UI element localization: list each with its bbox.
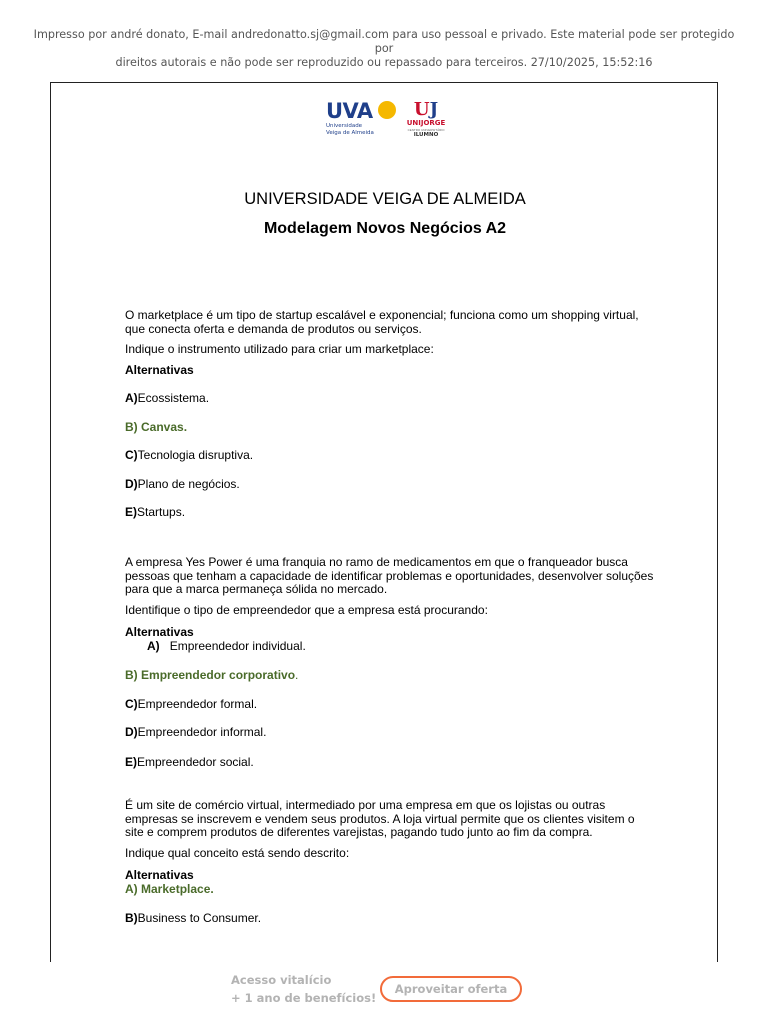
offer-text xyxy=(231,971,376,1007)
alternatives-label: Alternativas xyxy=(125,868,194,882)
alternatives-label: Alternativas xyxy=(125,625,194,639)
unijorge-logo-sub: CENTRO UNIVERSITÁRIO xyxy=(407,128,445,132)
uva-logo-dot-icon xyxy=(378,101,396,119)
option-text: Tecnologia disruptiva. xyxy=(137,448,254,462)
option-e xyxy=(125,756,655,770)
option-text: Empreendedor informal. xyxy=(137,725,267,739)
question-prompt: Indique qual conceito está sendo descrito: xyxy=(125,845,350,860)
uva-logo-sub-line-1: Universidade xyxy=(326,123,363,129)
option-text: Empreendedor social. xyxy=(137,754,254,769)
option-letter: D) xyxy=(125,476,138,491)
institution-logos xyxy=(326,99,446,143)
option-text: Empreendedor formal. xyxy=(137,696,258,711)
question-prompt: Indique o instrumento utilizado para criar um marketplace: xyxy=(125,342,434,356)
claim-offer-button[interactable]: Aproveitar oferta xyxy=(380,976,522,1002)
uva-logo xyxy=(326,99,374,137)
question-prompt: Identifique o tipo de empreendedor que a empresa está procurando: xyxy=(125,602,488,617)
option-letter: D) xyxy=(125,725,138,739)
unijorge-logo-name: UNIJORGE xyxy=(406,119,446,127)
option-letter: A) xyxy=(125,881,138,896)
option-letter: E) xyxy=(125,505,137,519)
offer-banner xyxy=(0,962,768,1024)
question-1 xyxy=(125,309,655,520)
option-text: Empreendedor individual. xyxy=(169,638,306,653)
option-text: Empreendedor corporativo xyxy=(141,668,296,682)
option-suffix: . xyxy=(295,668,299,682)
option-letter: B) xyxy=(125,668,138,682)
option-text: Business to Consumer. xyxy=(137,911,262,925)
question-stem: É um site de comércio virtual, intermediado por uma empresa em que os lojistas ou outras empresas se inscrevem e vendem seus produtos. A loja virtual permite que os clientes visitem o site e comprem produtos de diferentes varejistas, pagando tudo junto ao fim da compra. xyxy=(125,798,635,839)
option-e xyxy=(125,506,655,520)
document-page xyxy=(50,82,718,962)
question-stem: O marketplace é um tipo de startup escalável e exponencial; funciona como um shopping virtual, que conecta oferta e demanda de produtos ou serviços. xyxy=(125,308,639,336)
option-text: Startups. xyxy=(137,505,186,519)
print-watermark xyxy=(30,28,738,70)
option-c xyxy=(125,698,655,712)
option-a-correct xyxy=(125,883,655,897)
question-3 xyxy=(125,799,655,926)
uj-mark-j: J xyxy=(429,99,439,120)
university-name: UNIVERSIDADE VEIGA DE ALMEIDA xyxy=(244,190,526,208)
option-a xyxy=(125,392,655,406)
option-letter: A) xyxy=(125,391,138,405)
option-c xyxy=(125,449,655,463)
option-letter: B) xyxy=(125,911,138,925)
option-letter: B) xyxy=(125,419,138,434)
offer-line-1: Acesso vitalício xyxy=(231,973,332,987)
alternatives-label: Alternativas xyxy=(125,362,194,377)
option-text: Ecossistema. xyxy=(137,391,210,405)
watermark-line-1: Impresso por andré donato, E-mail andredonatto.sj@gmail.com para uso pessoal e privado. Este material pode ser protegido por xyxy=(33,28,735,55)
ilumno-logo: ILUMNO xyxy=(413,132,439,138)
option-d xyxy=(125,478,655,492)
option-b-correct xyxy=(125,669,655,683)
course-title: Modelagem Novos Negócios A2 xyxy=(263,220,507,237)
uva-logo-sub-line-2: Veiga de Almeida xyxy=(326,130,374,136)
option-letter: C) xyxy=(125,696,138,711)
option-letter: E) xyxy=(125,754,137,769)
offer-line-2: + 1 ano de benefícios! xyxy=(231,991,377,1005)
option-b-correct xyxy=(125,421,655,435)
option-text: Marketplace. xyxy=(141,881,214,896)
option-a xyxy=(125,640,655,654)
option-text: Canvas. xyxy=(141,419,188,434)
watermark-line-2: direitos autorais e não pode ser reproduzido ou repassado para terceiros. 27/10/2025, 15:52:16 xyxy=(115,56,653,69)
unijorge-logo xyxy=(404,101,448,139)
question-stem: A empresa Yes Power é uma franquia no ramo de medicamentos em que o franqueador busca pessoas que tenham a capacidade de identificar problemas e oportunidades, desenvolver soluções para que a marca permaneça sólida no mercado. xyxy=(125,555,654,596)
uva-logo-text: UVA xyxy=(326,99,373,123)
option-letter: C) xyxy=(125,448,138,462)
option-b xyxy=(125,912,655,926)
option-d xyxy=(125,726,655,740)
uva-logo-subtitle xyxy=(326,123,374,137)
question-2 xyxy=(125,556,655,769)
uj-mark-u: U xyxy=(413,99,430,120)
unijorge-logo-mark xyxy=(404,101,448,119)
option-letter: A) xyxy=(147,638,160,653)
option-text: Plano de negócios. xyxy=(137,476,240,491)
